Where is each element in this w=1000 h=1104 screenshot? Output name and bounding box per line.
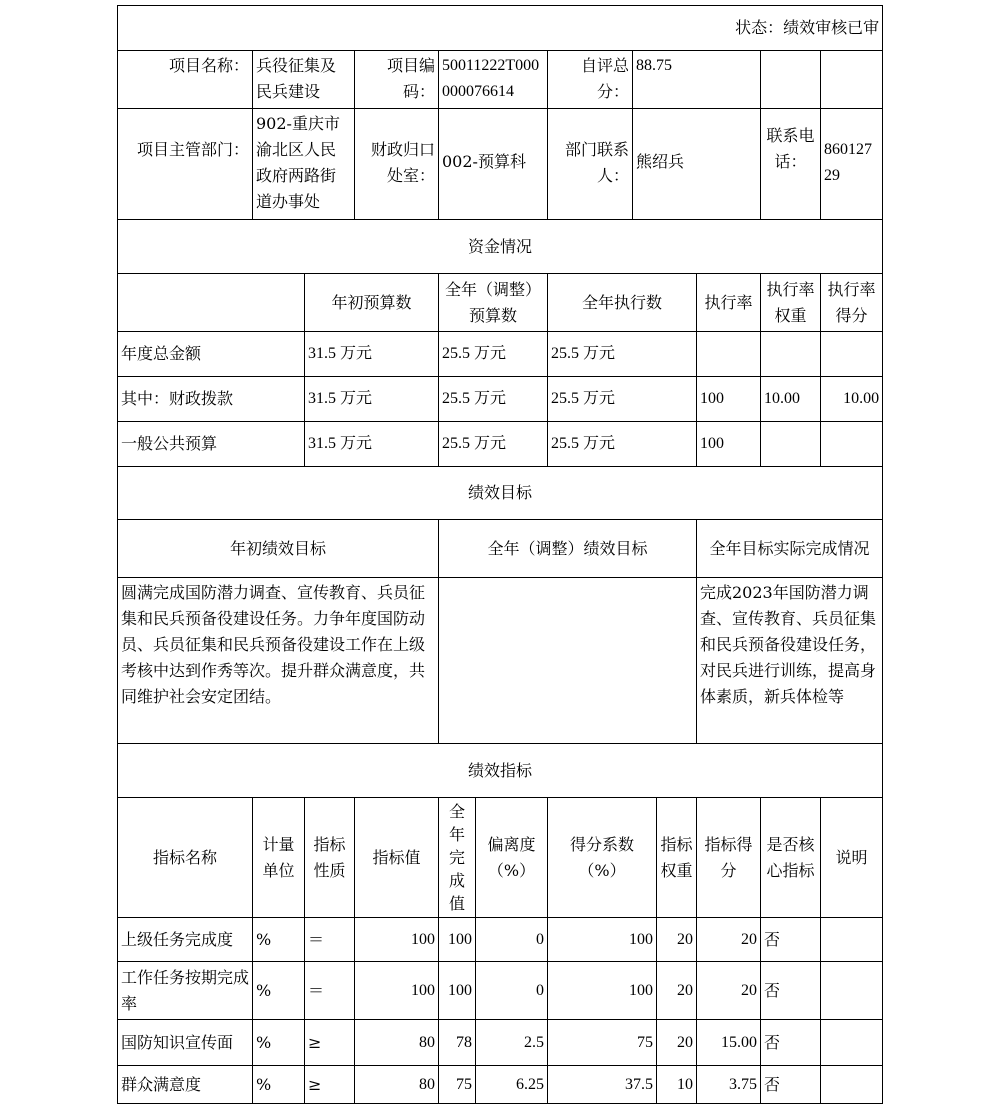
indicator-row: [118, 918, 883, 962]
ind-coef: 100: [548, 918, 657, 962]
ind-unit: %: [253, 962, 305, 1020]
funds-row-adjusted: 25.5 万元: [439, 332, 548, 377]
dept-value: 902-重庆市渝北区人民政府两路街道办事处: [253, 109, 355, 220]
phone-label: 联系电话：: [761, 109, 821, 220]
funds-header-rate: 执行率: [697, 274, 761, 332]
ind-header-actual: 全年完成值: [439, 798, 476, 918]
funds-header-initial: 年初预算数: [305, 274, 439, 332]
ind-header-weight: 指标权重: [657, 798, 697, 918]
ind-coef: 100: [548, 962, 657, 1020]
ind-score: 15.00: [697, 1020, 761, 1066]
performance-report-sheet: [117, 5, 882, 1094]
ind-header-coef: 得分系数（%）: [548, 798, 657, 918]
ind-header-score: 指标得分: [697, 798, 761, 918]
goals-section-title: 绩效目标: [118, 467, 883, 520]
funds-header-blank: [118, 274, 305, 332]
ind-nature: ≥: [305, 1066, 355, 1104]
ind-unit: %: [253, 918, 305, 962]
indicator-row: [118, 1020, 883, 1066]
dept-label: 项目主管部门：: [118, 109, 253, 220]
ind-unit: %: [253, 1020, 305, 1066]
project-name-label: 项目名称：: [118, 51, 253, 109]
ind-note: [821, 962, 883, 1020]
funds-row-score: 10.00: [821, 377, 883, 422]
goals-header-actual: 全年目标实际完成情况: [697, 520, 883, 578]
finance-value: 002-预算科: [439, 109, 548, 220]
contact-value: 熊绍兵: [633, 109, 761, 220]
ind-name: 上级任务完成度: [118, 918, 253, 962]
funds-row-executed: 25.5 万元: [548, 377, 697, 422]
goals-actual-text: 完成2023年国防潜力调查、宣传教育、兵员征集和民兵预备役建设任务，对民兵进行训练，提高身体素质，新兵体检等: [697, 578, 883, 744]
funds-row: [118, 332, 883, 377]
funds-row-label: 其中：财政拨款: [118, 377, 305, 422]
ind-nature: ＝: [305, 918, 355, 962]
empty-cell: [821, 51, 883, 109]
ind-unit: %: [253, 1066, 305, 1104]
funds-row-weight: 10.00: [761, 377, 821, 422]
ind-name: 工作任务按期完成率: [118, 962, 253, 1020]
funds-row-adjusted: 25.5 万元: [439, 377, 548, 422]
ind-note: [821, 1020, 883, 1066]
funds-row-executed: 25.5 万元: [548, 422, 697, 467]
ind-note: [821, 918, 883, 962]
funds-row-score: [821, 422, 883, 467]
funds-row-adjusted: 25.5 万元: [439, 422, 548, 467]
self-score-value: 88.75: [633, 51, 761, 109]
ind-name: 国防知识宣传面: [118, 1020, 253, 1066]
project-code-value: 50011222T000000076614: [439, 51, 548, 109]
ind-header-nature: 指标性质: [305, 798, 355, 918]
ind-name: 群众满意度: [118, 1066, 253, 1104]
funds-row-executed: 25.5 万元: [548, 332, 697, 377]
indicators-section-title: 绩效指标: [118, 744, 883, 798]
funds-row-label: 一般公共预算: [118, 422, 305, 467]
contact-label: 部门联系人：: [548, 109, 633, 220]
ind-header-core: 是否核心指标: [761, 798, 821, 918]
goals-header-initial: 年初绩效目标: [118, 520, 439, 578]
funds-header-executed: 全年执行数: [548, 274, 697, 332]
ind-header-unit: 计量单位: [253, 798, 305, 918]
funds-row-rate: [697, 332, 761, 377]
goals-initial-text: 圆满完成国防潜力调查、宣传教育、兵员征集和民兵预备役建设任务。力争年度国防动员、兵员征集和民兵预备役建设工作在上级考核中达到作秀等次。提升群众满意度，共同维护社会安定团结。: [118, 578, 439, 744]
ind-target: 100: [355, 962, 439, 1020]
finance-label: 财政归口处室：: [355, 109, 439, 220]
ind-nature: ≥: [305, 1020, 355, 1066]
ind-deviation: 0: [476, 962, 548, 1020]
ind-header-deviation: 偏离度（%）: [476, 798, 548, 918]
ind-core: 否: [761, 1020, 821, 1066]
ind-deviation: 2.5: [476, 1020, 548, 1066]
ind-note: [821, 1066, 883, 1104]
ind-nature: ＝: [305, 962, 355, 1020]
funds-row: [118, 377, 883, 422]
project-code-label: 项目编码：: [355, 51, 439, 109]
funds-header-score: 执行率得分: [821, 274, 883, 332]
ind-actual: 100: [439, 918, 476, 962]
phone-value: 86012729: [821, 109, 883, 220]
funds-row-label: 年度总金额: [118, 332, 305, 377]
ind-coef: 75: [548, 1020, 657, 1066]
funds-row-rate: 100: [697, 422, 761, 467]
ind-deviation: 0: [476, 918, 548, 962]
ind-weight: 20: [657, 1020, 697, 1066]
funds-row-rate: 100: [697, 377, 761, 422]
ind-core: 否: [761, 962, 821, 1020]
funds-header-weight: 执行率权重: [761, 274, 821, 332]
self-score-label: 自评总分：: [548, 51, 633, 109]
ind-score: 20: [697, 918, 761, 962]
ind-target: 80: [355, 1066, 439, 1104]
funds-row-weight: [761, 332, 821, 377]
project-name-value: 兵役征集及民兵建设: [253, 51, 355, 109]
ind-score: 20: [697, 962, 761, 1020]
indicator-row: [118, 962, 883, 1020]
ind-target: 100: [355, 918, 439, 962]
ind-coef: 37.5: [548, 1066, 657, 1104]
funds-row-weight: [761, 422, 821, 467]
empty-cell: [761, 51, 821, 109]
ind-actual: 75: [439, 1066, 476, 1104]
ind-score: 3.75: [697, 1066, 761, 1104]
funds-row: [118, 422, 883, 467]
goals-adjusted-text: [439, 578, 697, 744]
funds-row-initial: 31.5 万元: [305, 332, 439, 377]
goals-header-adjusted: 全年（调整）绩效目标: [439, 520, 697, 578]
ind-core: 否: [761, 918, 821, 962]
ind-target: 80: [355, 1020, 439, 1066]
ind-deviation: 6.25: [476, 1066, 548, 1104]
ind-header-target: 指标值: [355, 798, 439, 918]
ind-header-name: 指标名称: [118, 798, 253, 918]
ind-header-note: 说明: [821, 798, 883, 918]
funds-section-title: 资金情况: [118, 220, 883, 274]
ind-actual: 78: [439, 1020, 476, 1066]
ind-core: 否: [761, 1066, 821, 1104]
ind-weight: 20: [657, 918, 697, 962]
ind-weight: 20: [657, 962, 697, 1020]
status-text: 状态：绩效审核已审: [118, 6, 883, 51]
ind-weight: 10: [657, 1066, 697, 1104]
indicator-row: [118, 1066, 883, 1104]
report-table: [117, 5, 883, 1104]
funds-row-score: [821, 332, 883, 377]
ind-actual: 100: [439, 962, 476, 1020]
funds-row-initial: 31.5 万元: [305, 377, 439, 422]
funds-row-initial: 31.5 万元: [305, 422, 439, 467]
funds-header-adjusted: 全年（调整）预算数: [439, 274, 548, 332]
